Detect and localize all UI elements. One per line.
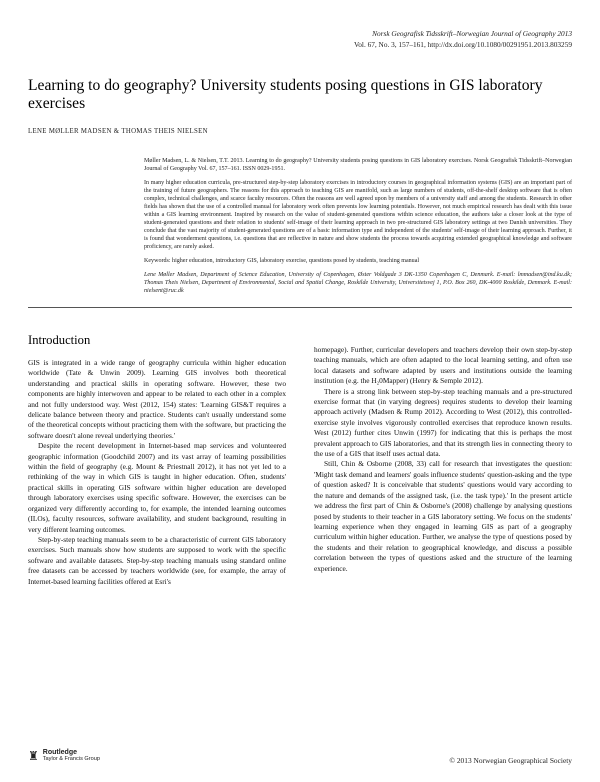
publisher-logo (28, 750, 100, 762)
right-column (314, 345, 572, 574)
journal-name: Norsk Geografisk Tidsskrift–Norwegian Journal of Geography 2013 (372, 29, 572, 38)
abstract-body: In many higher education curricula, pre-structured step-by-step laboratory exercises in introductory courses in geographical information systems (GIS) are an important part of the training of future geographers. The reasons for this approach to teaching GIS are manifold, such as large numbers of students, off-the-shelf desktop software that is often complex, technical challenges, and scarce faculty resources. Often the reasons are well agreed upon by members of a university staff and among the students. Research in other fields has shown that the use of a controlled manual for laboratory work often prevents low learning potentials. However, not much empirical research has dealt with this issue within a GIS learning environment. Inspired by research on the value of student-generated questions within science education, the authors take a closer look at the type of student-generated questions and their relation to students' self-image of their learning approach in two pre-structured GIS laboratory settings at two Danish universities. They conclude that the vast majority of student-generated questions are of a basic information type and independent of the students' self-image of their learning approach. Further, it is found that wonderment questions, i.e. questions that are reflective in nature and show students the process towards acquiring extended geographical knowledge and software proficiency, are rarely asked. (144, 180, 572, 250)
paragraph: homepage). Further, curricular developers and teachers develop their own step-by-step teaching manuals, which are often adapted to the local learning setting, and often use local datasets and software adapted by users and institutions outside the learning institution (e.g. the H₂0Mapper) (Henry & Semple 2012). (314, 345, 572, 386)
publisher-name: Routledge (42, 749, 77, 756)
intro-heading: Introduction (28, 333, 91, 347)
paragraph: GIS is integrated in a wide range of geography curricula within higher education worldwide (Tate & Unwin 2009). Learning GIS involves both theoretical understanding and practical skills in operating software. However, these two components are highly interwoven and appear to be related to each other in a complex and not fully understood way. West (2012, 154) states: 'Learning GIS&T requires a delicate balance between theory and practice. Students can't usually understand some of the theoretical concepts without practicing them with the software, but practicing the software doesn't alone reveal underlying theories.' (28, 358, 286, 440)
section-divider (28, 307, 572, 308)
affiliation: Lene Møller Madsen, Department of Science Education, University of Copenhagen, Øster Voldgade 3 DK-1350 Copenhagen C, Denmark. E-mail: lmmadsen@ind.ku.dk; Thomas Theis Nielsen, Department of Environmental, Social and Spatial Change, Roskilde University, Universitetsvej 1, P.O. Box 260, DK-4000 Roskilde, Denmark. E-mail: nielsent@ruc.dk (144, 272, 572, 294)
article-authors: LENE MØLLER MADSEN & THOMAS THEIS NIELSEN (28, 128, 208, 135)
paragraph: Despite the recent development in Internet-based map services and volunteered geographic information (Goodchild 2007) and its vast array of learning possibilities within the field of geography (e.g. Mount & Priestnall 2012), it has not yet led to a rethinking of the way in which GIS is taught in higher education. Often, students' practical skills in operating GIS software within higher education are developed through laboratory exercises using specific software. However, the exercises can be organized very differently according to, for example, the intended learning outcomes (ILOs), faculty resources, software availability, and student background, resulting in very different learning outcomes. (28, 441, 286, 534)
abstract-block (144, 157, 572, 295)
paragraph: Still, Chin & Osborne (2008, 33) call for research that investigates the question: 'Might task demand and learners' goals influence students' question-asking and the type of question asked? It is conceivable that students' questions would vary according to the nature and demands of the assigned task, (i.e. the task type).' In the present article we address the first part of Chin & Osborne's (2008) challenge by analysing questions posed by students to their teacher in a GIS laboratory setting. We focus on the students' learning experience when they engaged in learning GIS as part of a geography curriculum within higher education. Further, we analyse the type of questions posed by the students and their relation to geographical knowledge, and discuss a possible correlation between the types of questions asked and the structure of the learning experience. (314, 459, 572, 573)
paragraph: Step-by-step teaching manuals seem to be a characteristic of current GIS laboratory exercises. Such manuals show how students are supposed to work with the specific software and available datasets. Step-by-step teaching manuals using standard online free datasets can be accessed by teachers worldwide (see, for example, the array of Internet-based learning facilities offered at Esri's (28, 534, 286, 586)
copyright: © 2013 Norwegian Geographical Society (449, 756, 572, 765)
publisher-group: Taylor & Francis Group (42, 756, 100, 762)
paragraph: There is a strong link between step-by-step teaching manuals and a pre-structured exercise format that (in varying degrees) requires students to develop their learning approach actively (Madsen & Rump 2012). According to West (2012), this controlled-exercise style involves vigorously controlled exercises that reproduce known results. West (2012) further cites Unwin (1997) for indicating that this is perhaps the most prevalent approach to GIS laboratories, and that its strength lies in connecting theory to the use of a GIS that itself uses actual data. (314, 386, 572, 459)
article-title: Learning to do geography? University students posing questions in GIS laboratory exercises (28, 77, 543, 112)
journal-volume-doi[interactable]: Vol. 67, No. 3, 157–161, http://dx.doi.org/10.1080/00291951.2013.803259 (353, 40, 572, 49)
journal-header (152, 28, 572, 50)
citation: Møller Madsen, L. & Nielsen, T.T. 2013. Learning to do geography? University students posing questions in GIS laboratory exercises. Norsk Geografisk Tidsskrift–Norwegian Journal of Geography Vol. 67, 157–161. ISSN 0029-1951. (144, 158, 572, 172)
routledge-mark-icon: ♜ (28, 749, 39, 763)
left-column (28, 358, 286, 587)
keywords: Keywords: higher education, introductory GIS, laboratory exercise, questions posed by students, teaching manual (144, 258, 420, 264)
